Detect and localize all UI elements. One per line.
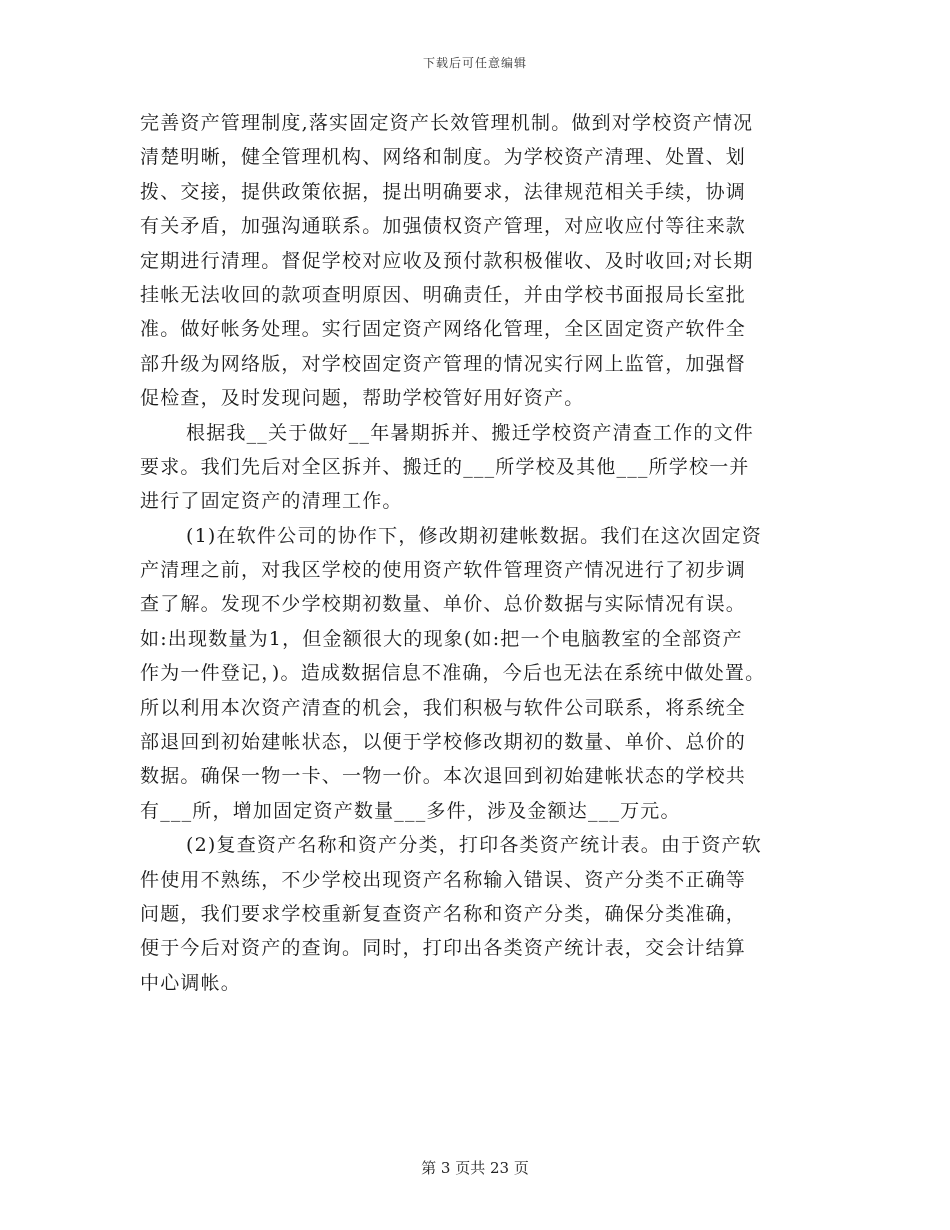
body-text [140,106,820,1000]
text-line: 部退回到初始建帐状态，以便于学校修改期初的数量、单价、总价的 [140,731,747,754]
text-line: 有___所，增加固定资产数量___多件，涉及金额达___万元。 [140,799,681,822]
text-line: 挂帐无法收回的款项查明原因、明确责任，并由学校书面报局长室批 [140,283,747,306]
text-line: 部升级为网络版，对学校固定资产管理的情况实行网上监管，加强督 [140,352,747,375]
text-line: 中心调帐。 [140,971,242,994]
text-line: 清楚明晰，健全管理机构、网络和制度。为学校资产清理、处置、划 [140,146,747,169]
text-line: 完善资产管理制度,落实固定资产长效管理机制。做到对学校资产情况 [140,112,754,134]
text-line: 进行了固定资产的清理工作。 [140,490,403,513]
text-line: 促检查，及时发现问题，帮助学校管好用好资产。 [140,387,585,410]
text-line: 作为一件登记，)。造成数据信息不准确，今后也无法在系统中做处置。 [140,662,766,685]
paragraph-start-line: 根据我__关于做好__年暑期拆并、搬迁学校资产清查工作的文件 [186,421,755,444]
text-line: 有关矛盾，加强沟通联系。加强债权资产管理，对应收应付等往来款 [140,215,747,238]
text-line: 所以利用本次资产清查的机会，我们积极与软件公司联系，将系统全 [140,696,747,719]
paragraph-start-line: (1)在软件公司的协作下，修改期初建帐数据。我们在这次固定资 [186,524,762,547]
page-number: 第 3 页共 23 页 [421,1159,529,1177]
text-line: 数据。确保一物一卡、一物一价。本次退回到初始建帐状态的学校共 [140,765,747,788]
text-line: 件使用不熟练，不少学校出现资产名称输入错误、资产分类不正确等 [140,868,747,891]
paragraph-start-line: (2)复查资产名称和资产分类，打印各类资产统计表。由于资产软 [186,834,762,857]
text-line: 便于今后对资产的查询。同时，打印出各类资产统计表，交会计结算 [140,937,747,960]
text-line: 准。做好帐务处理。实行固定资产网络化管理，全区固定资产软件全 [140,318,747,341]
text-line: 产清理之前，对我区学校的使用资产软件管理资产情况进行了初步调 [140,559,747,582]
page-header: 下载后可任意编辑 [422,56,527,70]
text-line: 要求。我们先后对全区拆并、搬迁的___所学校及其他___所学校一并 [140,455,750,478]
text-line: 拨、交接，提供政策依据，提出明确要求，法律规范相关手续，协调 [140,180,747,203]
text-line: 问题，我们要求学校重新复查资产名称和资产分类，确保分类准确， [140,902,747,925]
text-line: 查了解。发现不少学校期初数量、单价、总价数据与实际情况有误。 [140,593,747,616]
text-line: 如:出现数量为1，但金额很大的现象(如:把一个电脑教室的全部资产 [140,627,743,650]
text-line: 定期进行清理。督促学校对应收及预付款积极催收、及时收回;对长期 [140,249,754,272]
